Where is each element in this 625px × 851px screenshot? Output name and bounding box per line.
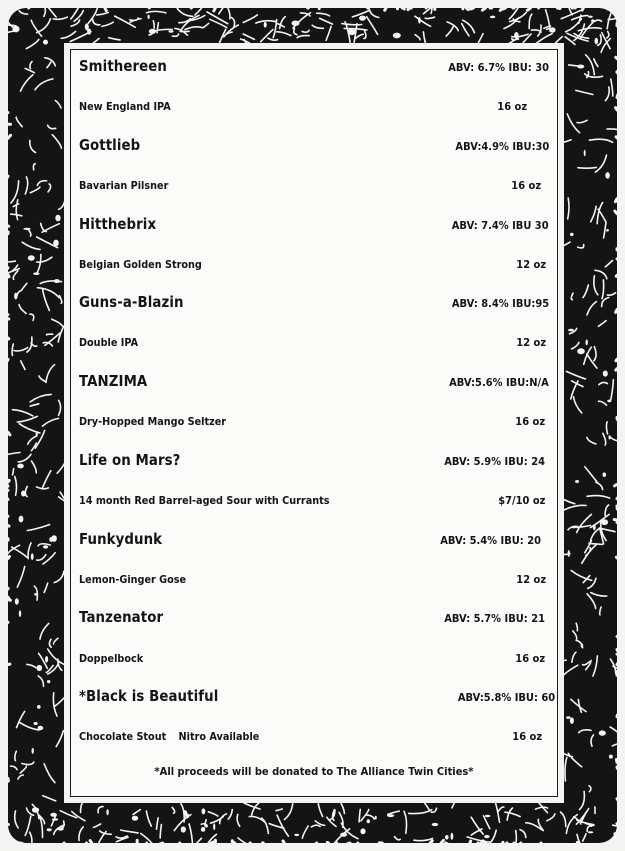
beer-style-row xyxy=(79,100,527,113)
beer-row-guns-a-blazin xyxy=(79,293,549,311)
beer-menu-panel xyxy=(70,49,558,797)
beer-stats: ABV: 8.4% IBU:95 xyxy=(451,297,549,310)
beer-style: Belgian Golden Strong xyxy=(79,258,202,271)
pour-size: 12 oz xyxy=(516,336,546,349)
beer-style-row xyxy=(79,415,545,428)
beer-name: Gottlieb xyxy=(79,136,141,154)
beer-stats: ABV:5.6% IBU:N/A xyxy=(449,376,549,389)
beer-style-row xyxy=(79,336,546,349)
beer-row-black-is-beautiful xyxy=(79,687,555,705)
beer-stats: ABV: 7.4% IBU 30 xyxy=(452,219,549,232)
beer-row-tanzima xyxy=(79,372,549,390)
beer-stats: ABV:4.9% IBU:30 xyxy=(455,140,549,153)
beer-style-row xyxy=(79,179,541,192)
beer-style: New England IPA xyxy=(79,100,171,113)
pour-size: $7/10 oz xyxy=(497,494,545,507)
beer-style-row xyxy=(79,730,542,743)
pour-size: 16 oz xyxy=(515,415,545,428)
pour-size: 16 oz xyxy=(515,652,545,665)
beer-style-row xyxy=(79,494,545,507)
beer-row-hitthebrix xyxy=(79,215,549,233)
beer-stats: ABV: 5.4% IBU: 20 xyxy=(440,534,541,547)
pour-size: 12 oz xyxy=(516,258,546,271)
beer-row-tanzenator xyxy=(79,608,545,626)
beer-name: Tanzenator xyxy=(79,608,164,626)
beer-style xyxy=(79,730,259,743)
beer-style-row xyxy=(79,573,546,586)
beer-name: Guns-a-Blazin xyxy=(79,293,184,311)
nitro-note: Nitro Available xyxy=(178,730,260,743)
donation-footnote: *All proceeds will be donated to The Alliance Twin Cities* xyxy=(154,765,474,778)
beer-style: Bavarian Pilsner xyxy=(79,179,169,192)
beer-row-gottlieb xyxy=(79,136,549,154)
beer-name: *Black is Beautiful xyxy=(79,687,219,705)
beer-style-row xyxy=(79,258,546,271)
pour-size: 16 oz xyxy=(497,100,527,113)
beer-style-row xyxy=(79,652,545,665)
beer-stats: ABV: 5.9% IBU: 24 xyxy=(444,455,545,468)
pour-size: 12 oz xyxy=(516,573,546,586)
beer-style-text: Chocolate Stout xyxy=(79,730,167,743)
beer-name: TANZIMA xyxy=(79,372,148,390)
beer-style: 14 month Red Barrel-aged Sour with Currants xyxy=(79,494,330,507)
beer-stats: ABV: 6.7% IBU: 30 xyxy=(448,61,549,74)
pour-size: 16 oz xyxy=(512,730,542,743)
beer-row-life-on-mars xyxy=(79,451,545,469)
beer-stats: ABV:5.8% IBU: 60 xyxy=(457,691,555,704)
beer-stats: ABV: 5.7% IBU: 21 xyxy=(444,612,545,625)
beer-name: Smithereen xyxy=(79,57,167,75)
beer-name: Life on Mars? xyxy=(79,451,181,469)
beer-style: Double IPA xyxy=(79,336,139,349)
beer-name: Funkydunk xyxy=(79,530,163,548)
beer-style: Lemon-Ginger Gose xyxy=(79,573,187,586)
beer-row-smithereen xyxy=(79,57,549,75)
beer-style: Doppelbock xyxy=(79,652,144,665)
pour-size: 16 oz xyxy=(511,179,541,192)
beer-name: Hitthebrix xyxy=(79,215,157,233)
beer-row-funkydunk xyxy=(79,530,541,548)
beer-style: Dry-Hopped Mango Seltzer xyxy=(79,415,227,428)
